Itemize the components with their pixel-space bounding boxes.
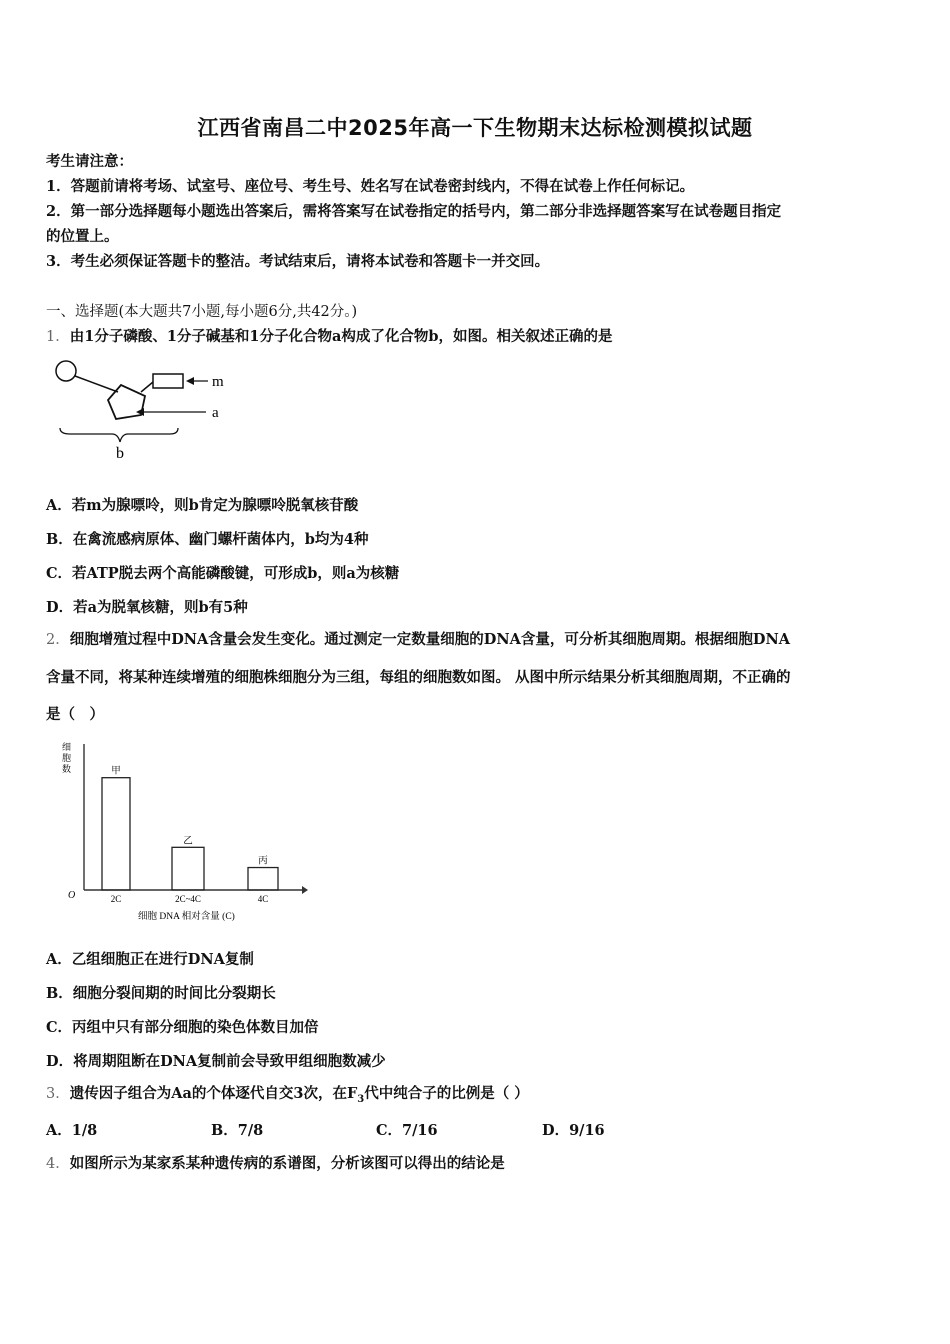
question-number: 3．: [46, 1086, 70, 1102]
option-c: C．7/16: [376, 1122, 438, 1139]
notice-item: 的位置上。: [46, 228, 119, 245]
y-axis-label-3: 数: [62, 764, 72, 774]
question-number: 4．: [46, 1156, 70, 1172]
option-d: D．若a为脱氧核糖，则b有5种: [46, 599, 248, 616]
question-stem-line: 含量不同，将某种连续增殖的细胞株细胞分为三组，每组的细胞数如图。 从图中所示结果分析其细胞周期，不正确的: [46, 669, 791, 686]
x-axis-arrow: [302, 886, 308, 894]
option-b: B．在禽流感病原体、幽门螺杆菌体内，b均为4种: [46, 531, 369, 548]
section-heading: 一、选择题(本大题共7小题,每小题6分,共42分。): [46, 304, 358, 320]
question-2: [46, 630, 908, 650]
notice-item: 3．考生必须保证答题卡的整洁。考试结束后，请将本试卷和答题卡一并交回。: [46, 253, 550, 270]
label-m: m: [212, 374, 224, 390]
label-b: b: [116, 445, 124, 462]
option-c: C．若ATP脱去两个高能磷酸键，可形成b，则a为核糖: [46, 565, 400, 582]
bar-label: 甲: [111, 766, 121, 777]
question-1: [46, 327, 908, 347]
phosphate-bond: [75, 376, 118, 392]
question-3: [46, 1084, 908, 1110]
subscript: 3: [357, 1093, 365, 1105]
question-number: 1．: [46, 329, 70, 345]
nucleotide-figure: [46, 352, 246, 462]
base-bond: [141, 382, 153, 392]
bar-label: 丙: [258, 856, 268, 867]
notice-item: 1．答题前请将考场、试室号、座位号、考生号、姓名写在试卷密封线内，不得在试卷上作任何标记。: [46, 178, 695, 195]
x-tick-label: 2C~4C: [175, 894, 201, 904]
question-4: [46, 1154, 908, 1174]
option-b: B．7/8: [211, 1122, 264, 1139]
option-a: A．乙组细胞正在进行DNA复制: [46, 951, 254, 968]
x-tick-label: 4C: [257, 894, 269, 904]
dna-content-chart: [58, 738, 308, 928]
question-stem-end: 代中纯合子的比例是（ ）: [364, 1085, 529, 1102]
option-a: A．若m为腺嘌呤，则b肯定为腺嘌呤脱氧核苷酸: [46, 497, 359, 514]
label-a: a: [212, 405, 219, 421]
notice-item: 2．第一部分选择题每小题选出答案后，需将答案写在试卷指定的括号内，第二部分非选择题答案写在试卷题目指定: [46, 203, 782, 220]
question-stem: 遗传因子组合为Aa的个体逐代自交3次，在F: [69, 1085, 358, 1102]
x-axis-label: 细胞 DNA 相对含量 (C): [138, 912, 235, 922]
question-stem: 由1分子磷酸、1分子碱基和1分子化合物a构成了化合物b，如图。相关叙述正确的是: [69, 328, 613, 345]
bar-2: [172, 847, 204, 890]
question-stem: 如图所示为某家系某种遗传病的系谱图，分析该图可以得出的结论是: [69, 1155, 505, 1172]
option-d: D．9/16: [542, 1122, 605, 1139]
question-stem: 细胞增殖过程中DNA含量会发生变化。通过测定一定数量细胞的DNA含量，可分析其细胞周期。根据细胞DNA: [69, 631, 790, 648]
page-title: 江西省南昌二中2025年高一下生物期末达标检测模拟试题: [197, 116, 753, 140]
question-number: 2．: [46, 632, 70, 648]
notice-heading: 考生请注意：: [46, 153, 133, 170]
option-a: A．1/8: [46, 1122, 98, 1139]
bar-3: [248, 868, 278, 890]
option-d: D．将周期阻断在DNA复制前会导致甲组细胞数减少: [46, 1053, 386, 1070]
y-axis-label-1: 细: [62, 742, 72, 752]
base-rect: [153, 374, 183, 388]
origin-label: O: [68, 890, 76, 901]
option-c: C．丙组中只有部分细胞的染色体数目加倍: [46, 1019, 319, 1036]
brace-b: [60, 428, 178, 442]
question-stem-line: 是（ ）: [46, 706, 104, 723]
phosphate-circle: [56, 361, 76, 381]
bar-1: [102, 778, 130, 890]
y-axis-label-2: 胞: [62, 753, 72, 763]
bar-label: 乙: [183, 836, 193, 847]
option-b: B．细胞分裂间期的时间比分裂期长: [46, 985, 276, 1002]
x-tick-label: 2C: [110, 894, 122, 904]
arrow-m-head: [186, 377, 194, 385]
options-row: [46, 1119, 908, 1141]
